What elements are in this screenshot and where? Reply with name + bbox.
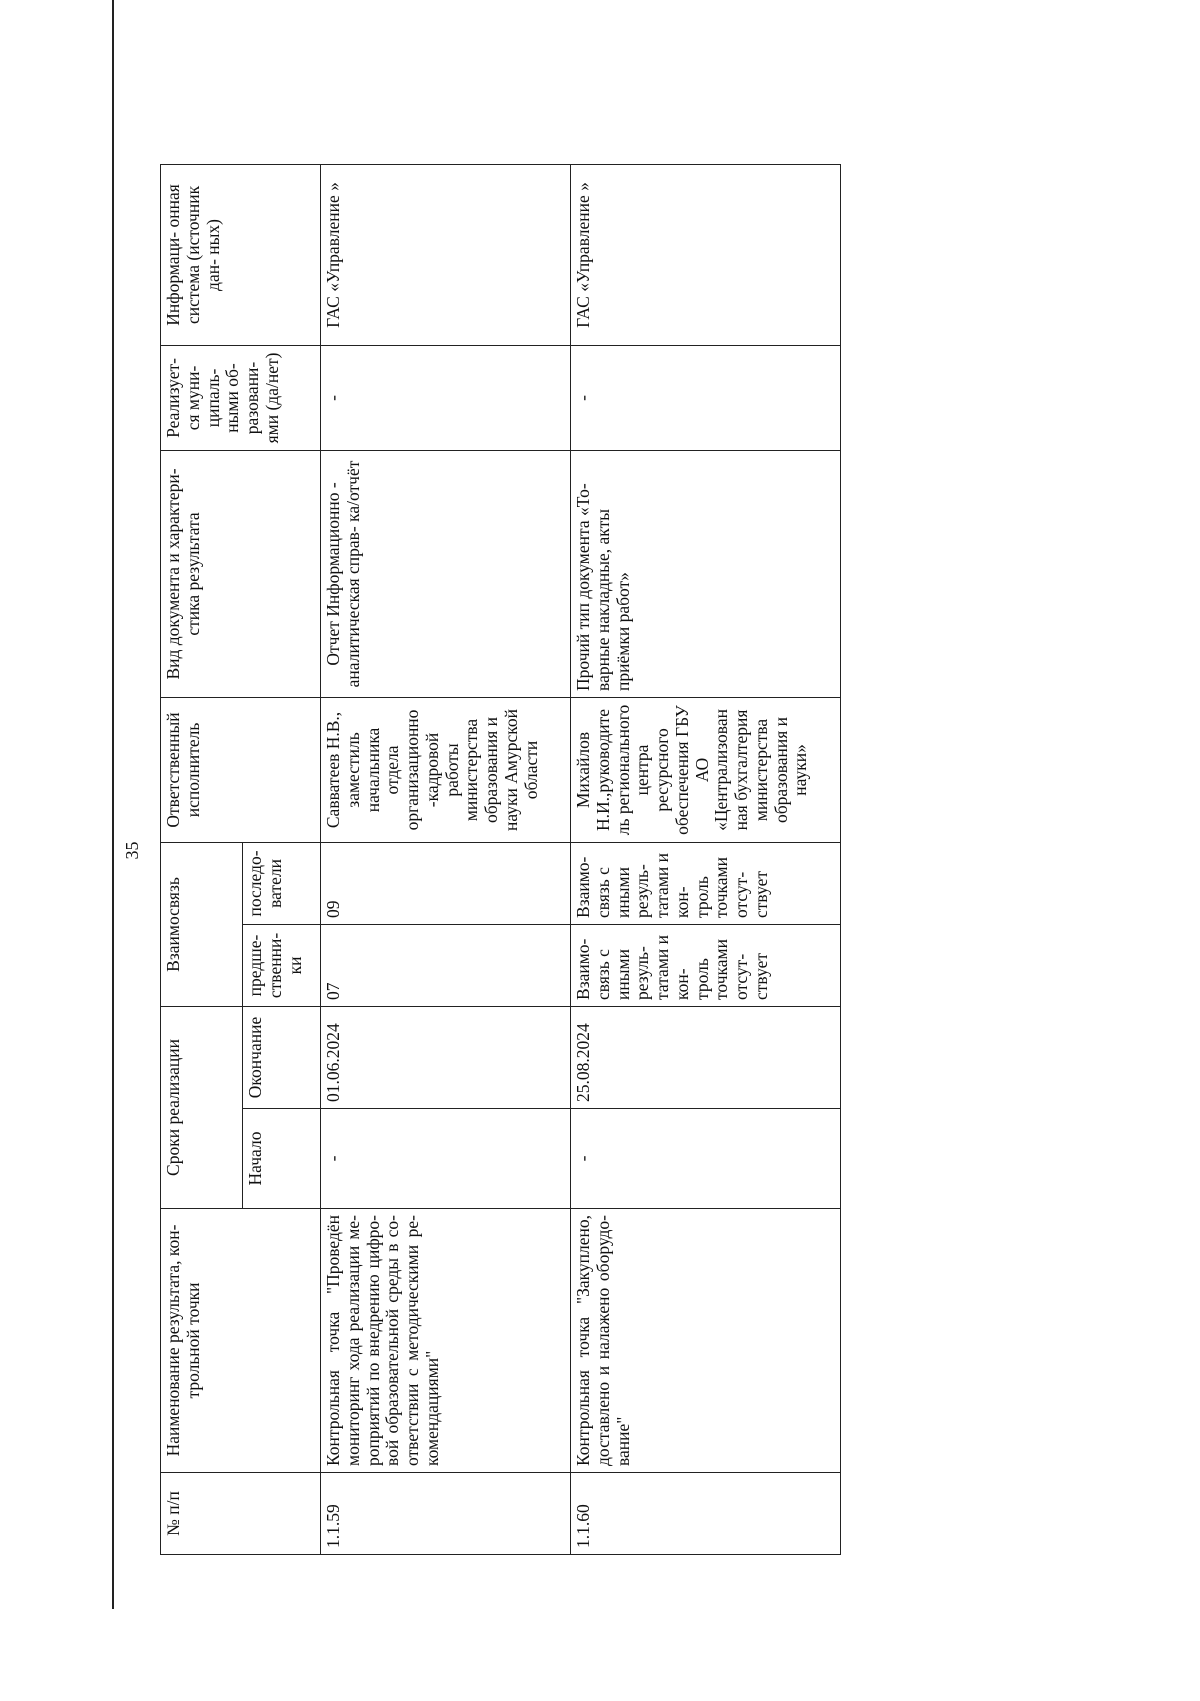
row-start: - [571,1109,841,1209]
header-end: Окончание [243,1006,321,1108]
row-municipal: - [321,345,571,450]
row-responsible: Михайлов Н.И.,руководите ль регионального центра ресурсного обеспечения ГБУ АО «Централизован ная бухгалтерия министерства образования и науки» [571,697,841,842]
table-row [321,164,571,1554]
results-table [160,164,841,1555]
row-doc-type: Прочий тип документа «То- варные накладные, акты приёмки работ» [571,450,841,697]
row-predecessors: Взаимо- связь с иными резуль- татами и кон- троль точками отсут- ствует [571,924,841,1006]
row-name: Контрольная точка "Закуплено, доставлено и налажено оборудо- вание" [571,1209,841,1473]
header-num: № п/п [161,1473,321,1555]
header-relation: Взаимосвязь [161,842,243,1006]
header-doc-type: Вид документа и характери- стика результата [161,450,321,697]
row-end: 01.06.2024 [321,1006,571,1108]
table-row [571,164,841,1554]
header-info-system: Информаци- онная система (источник дан- ных) [161,164,321,345]
row-doc-type: Отчет Информационно - аналитическая справ- ка/отчёт [321,450,571,697]
row-end: 25.08.2024 [571,1006,841,1108]
header-predecessors: предше- ственни- ки [243,924,321,1006]
row-successors: Взаимо- связь с иными резуль- татами и кон- троль точками отсут- ствует [571,842,841,924]
row-start: - [321,1109,571,1209]
row-info-system: ГАС «Управление » [321,164,571,345]
row-num: 1.1.60 [571,1473,841,1555]
top-rule [112,0,114,1609]
header-name: Наименование результата, кон- трольной точки [161,1209,321,1473]
header-start: Начало [243,1109,321,1209]
header-responsible: Ответственный исполнитель [161,697,321,842]
page-number: 35 [122,841,142,860]
row-municipal: - [571,345,841,450]
row-name: Контрольная точка "Проведён мониторинг хода реализации ме- роприятий по внедрению цифро- вой образовательной среды в со- ответствии с методическими ре- комендациями" [321,1209,571,1473]
row-num: 1.1.59 [321,1473,571,1555]
header-municipal: Реализует- ся муни- ципаль- ными об- разовани- ями (да/нет) [161,345,321,450]
row-responsible: Савватеев Н.В., заместиль начальника отдела организационно -кадровой работы министерства образования и науки Амурской области [321,697,571,842]
row-predecessors: 07 [321,924,571,1006]
header-terms: Сроки реализации [161,1006,243,1208]
row-successors: 09 [321,842,571,924]
header-successors: последо- ватели [243,842,321,924]
row-info-system: ГАС «Управление » [571,164,841,345]
header-row [161,164,243,1554]
